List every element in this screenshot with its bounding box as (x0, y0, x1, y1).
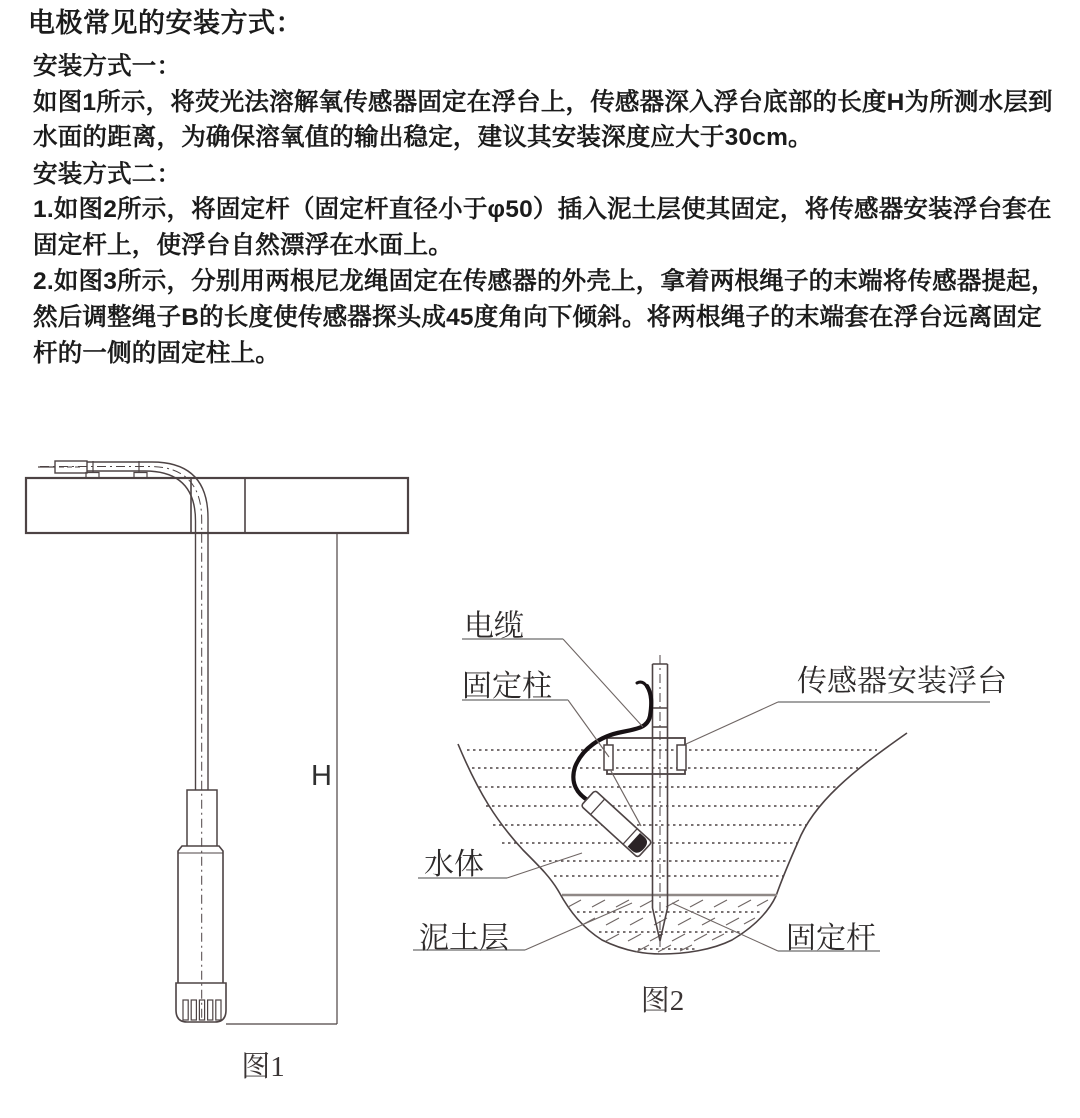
text-line: 安装方式一： (33, 53, 182, 80)
figure2-rod-group (653, 655, 668, 947)
figure1-sensor-group (176, 790, 226, 1022)
text-line: 2.如图3所示，分别用两根尼龙绳固定在传感器的外壳上，拿着两根绳子的末端将传感器提起， (33, 268, 1056, 295)
text-line: 然后调整绳子B的长度使传感器探头成45度角向下倾斜。将两根绳子的末端套在浮台远离固定 (33, 304, 1042, 331)
figure2-caption: 图2 (640, 985, 685, 1017)
page-title: 电极常见的安装方式： (28, 8, 303, 38)
text-line: 水面的距离，为确保溶氧值的输出稳定，建议其安装深度应大于30cm。 (33, 124, 813, 151)
figure2-label-float-platform: 传感器安装浮台 (797, 665, 1007, 698)
text-line: 杆的一侧的固定柱上。 (33, 340, 280, 367)
figure2-cable-curve (573, 682, 651, 801)
text-line: 1.如图2所示，将固定杆（固定杆直径小于φ50）插入泥土层使其固定，将传感器安装浮台套在 (33, 196, 1052, 223)
figure1-platform-group (26, 478, 408, 533)
figure1-height-dimension-label: H (311, 760, 332, 792)
figure2-label-rod: 固定杆 (786, 922, 876, 955)
figure2-label-fixing-post: 固定柱 (462, 670, 552, 703)
figure1-cable-group (38, 461, 208, 1018)
figure2-tilted-sensor (581, 790, 652, 857)
figure1-caption: 图1 (241, 1051, 285, 1083)
text-line: 如图1所示，将荧光法溶解氧传感器固定在浮台上，传感器深入浮台底部的长度H为所测水层到 (33, 89, 1053, 116)
text-line: 安装方式二： (33, 161, 182, 188)
figure2-label-cable: 电缆 (464, 610, 524, 643)
figure2-label-mud: 泥土层 (419, 922, 509, 955)
text-line: 固定杆上，使浮台自然漂浮在水面上。 (33, 232, 453, 259)
figure2-label-water: 水体 (424, 848, 484, 881)
